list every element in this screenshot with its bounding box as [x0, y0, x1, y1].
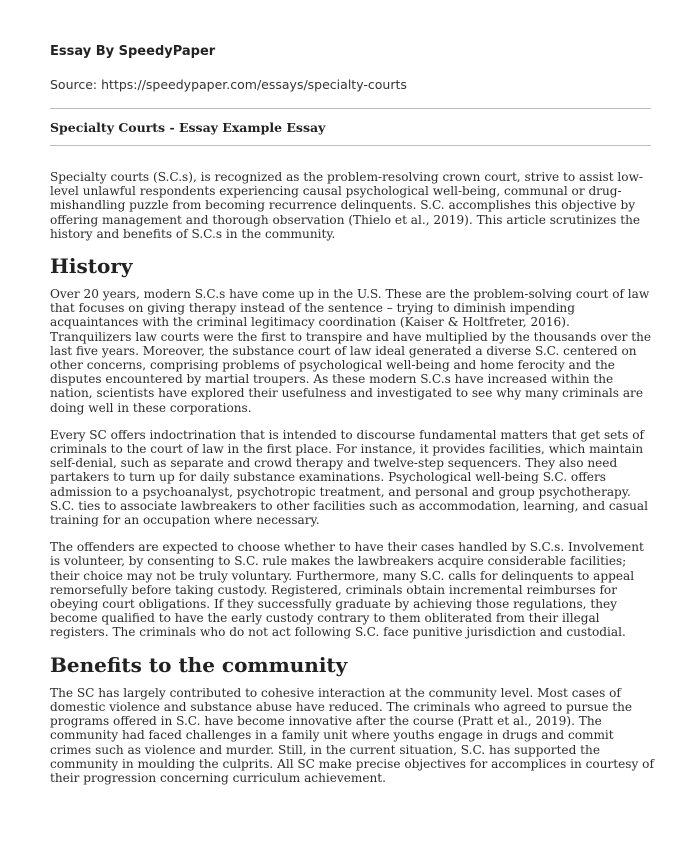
history-paragraph-2: Every SC offers indoctrination that is intended to discourse fundamental matters that get sets of criminals to the court of law in the first place. For instance, it provides facilities, which maintain self-denial, such as separate and crowd therapy and twelve-step sequencers. They also need partakers to turn up for daily substance examinations. Psychological well-being S.C. offers admission to a psychoanalyst, psychotropic treatment, and personal and group psychotherapy. S.C. ties to associate lawbreakers to other facilities such as accommodation, learning, and casual training for an occupation where necessary. — [50, 427, 648, 528]
title-divider — [50, 145, 651, 146]
intro-paragraph: Specialty courts (S.C.s), is recognized as the problem-resolving crown court, strive to assist low-level unlawful respondents experiencing causal psychological well-being, communal or drug-mishandling puzzle from becoming recurrence delinquents. S.C. accomplishes this objective by offering management and thorough observation (Thielo et al., 2019). This article scrutinizes the history and benefits of S.C.s in the community. — [50, 170, 644, 241]
top-divider — [50, 108, 651, 109]
benefits-paragraph-1: The SC has largely contributed to cohesive interaction at the community level. Most cases of domestic violence and substance abuse have reduced. The criminals who agreed to pursue the programs offered in S.C. have become innovative after the course (Pratt et al., 2019). The community had faced challenges in a family unit where youths engage in drugs and commit crimes such as violence and murder. Still, in the current situation, S.C. has supported the community in moulding the culprits. All SC make precise objectives for accomplices in courtesy of their progression concerning curriculum achievement. — [50, 685, 654, 785]
source-line: Source: https://speedypaper.com/essays/specialty-courts — [50, 77, 407, 92]
site-title: Essay By SpeedyPaper — [50, 44, 216, 59]
essay-body — [50, 170, 654, 798]
document-header — [50, 44, 650, 92]
essay-title: Specialty Courts - Essay Example Essay — [50, 120, 326, 135]
section-heading-benefits: Benefits to the community — [50, 652, 348, 677]
history-paragraph-1: Over 20 years, modern S.C.s have come up in the U.S. These are the problem-solving court of law that focuses on giving therapy instead of the sentence – trying to diminish impending acquaintances with the criminal legitimacy coordination (Kaiser & Holtfreter, 2016). Tranquilizers law courts were the first to transpire and have multiplied by the thousands over the last five years. Moreover, the substance court of law ideal generated a diverse S.C. centered on other concerns, comprising problems of psychological well-being and home ferocity and the disputes encountered by martial troupers. As these modern S.C.s have increased within the nation, scientists have explored their usefulness and investigated to see why many criminals are doing well in these corporations. — [50, 287, 652, 415]
history-paragraph-3: The offenders are expected to choose whether to have their cases handled by S.C.s. Involvement is volunteer, by consenting to S.C. rule makes the lawbreakers acquire considerable facilities; their choice may not be truly voluntary. Furthermore, many S.C. calls for delinquents to appeal remorsefully before taking custody. Registered, criminals obtain incremental reimburses for obeying court obligations. If they successfully graduate by achieving those regulations, they become qualified to have the early custody contrary to them obliterated from their illegal registers. The criminals who do not act following S.C. face punitive jurisdiction and custodial. — [50, 540, 644, 640]
section-heading-history: History — [50, 254, 133, 279]
